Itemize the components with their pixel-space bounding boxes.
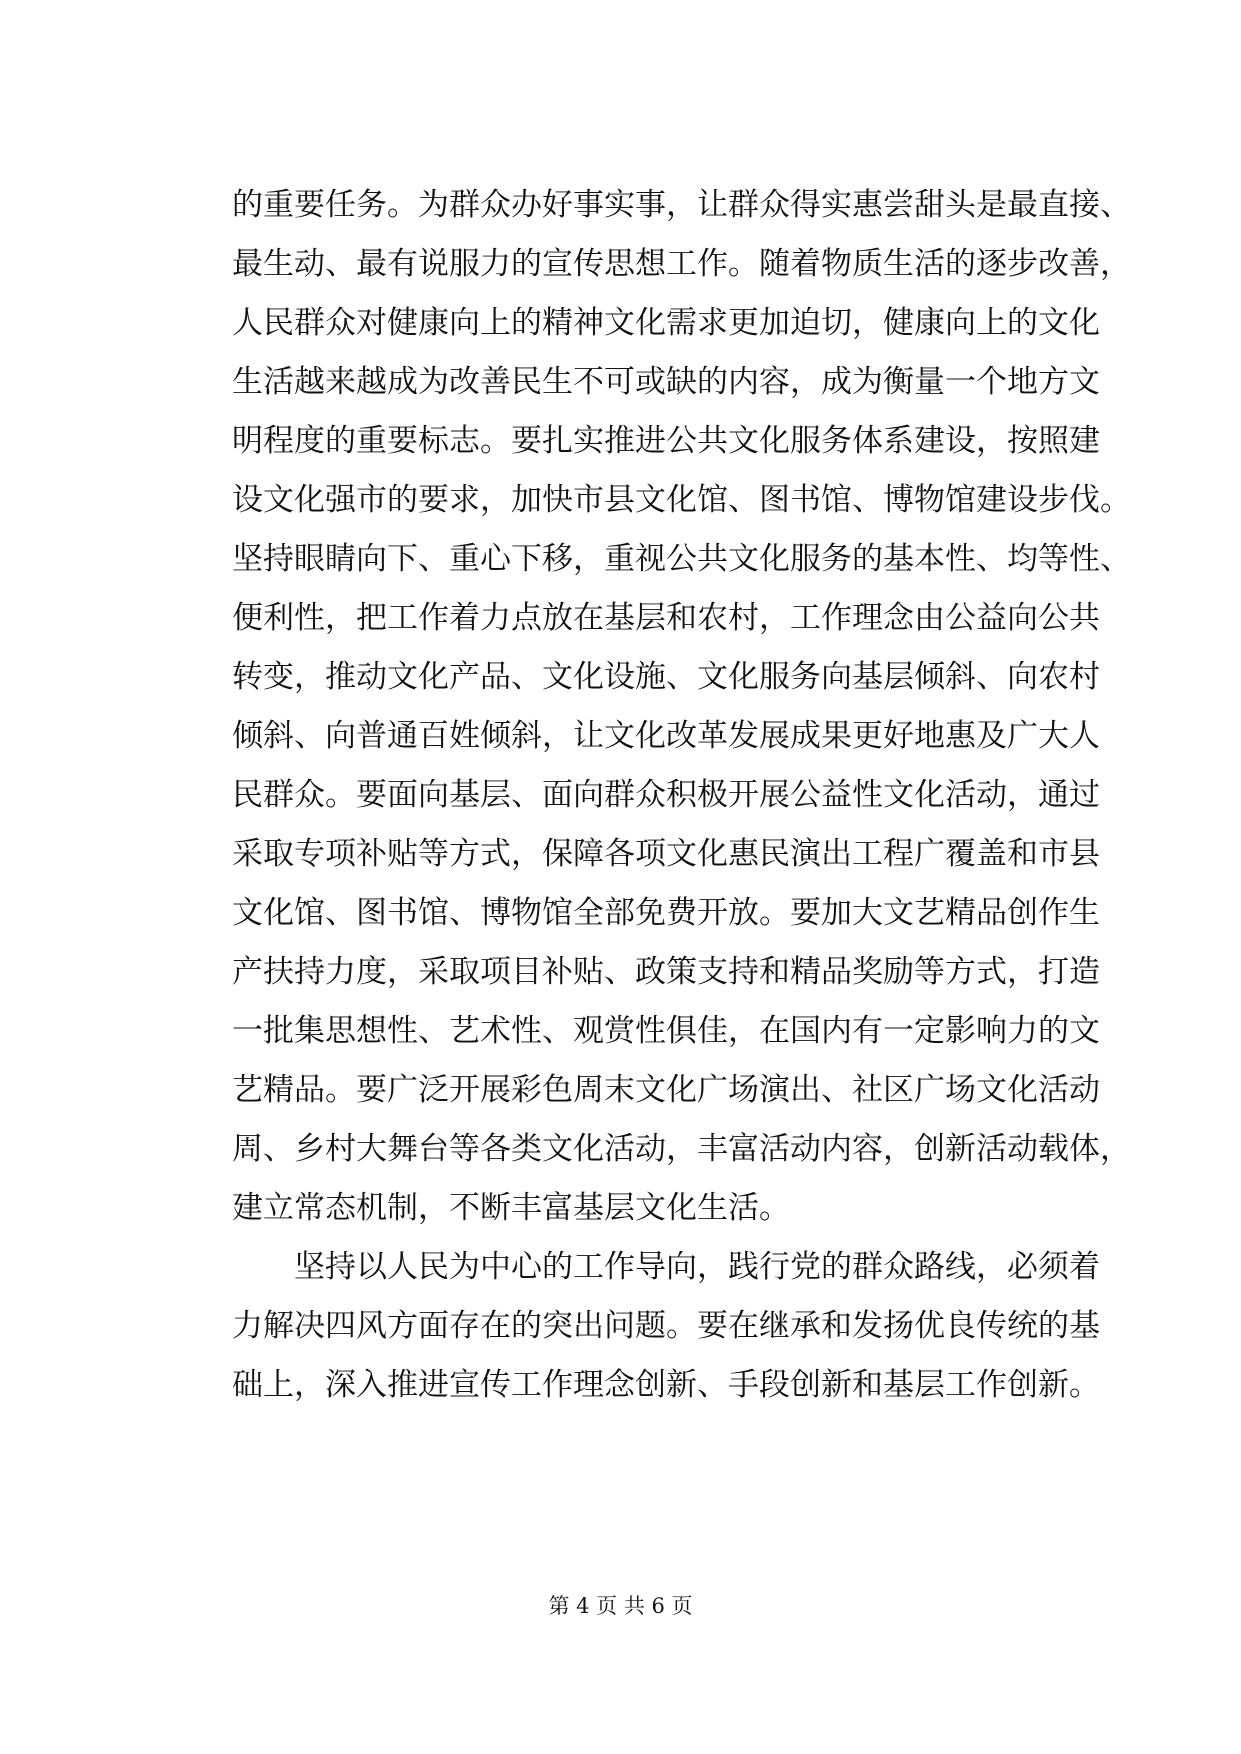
text-line: 倾斜、向普通百姓倾斜，让文化改革发展成果更好地惠及广大人 xyxy=(232,718,1100,754)
paragraph-1 xyxy=(232,176,1131,1238)
text-line: 人民群众对健康向上的精神文化需求更加迫切，健康向上的文化 xyxy=(232,305,1100,341)
body-text xyxy=(232,176,1131,1415)
text-line: 一批集思想性、艺术性、观赏性俱佳，在国内有一定影响力的文 xyxy=(232,1013,1100,1049)
text-line: 坚持以人民为中心的工作导向，践行党的群众路线，必须着 xyxy=(294,1249,1100,1285)
text-line: 生活越来越成为改善民生不可或缺的内容，成为衡量一个地方文 xyxy=(232,364,1100,400)
text-line: 民群众。要面向基层、面向群众积极开展公益性文化活动，通过 xyxy=(232,777,1100,813)
text-line: 转变，推动文化产品、文化设施、文化服务向基层倾斜、向农村 xyxy=(232,659,1100,695)
text-line: 艺精品。要广泛开展彩色周末文化广场演出、社区广场文化活动 xyxy=(232,1072,1100,1108)
text-line: 文化馆、图书馆、博物馆全部免费开放。要加大文艺精品创作生 xyxy=(232,895,1100,931)
text-line: 便利性，把工作着力点放在基层和农村，工作理念由公益向公共 xyxy=(232,600,1100,636)
page-number: 第 4 页 共 6 页 xyxy=(548,1594,693,1618)
text-line: 采取专项补贴等方式，保障各项文化惠民演出工程广覆盖和市县 xyxy=(232,836,1100,872)
text-line: 最生动、最有说服力的宣传思想工作。随着物质生活的逐步改善， xyxy=(232,246,1131,282)
text-line: 周、乡村大舞台等各类文化活动，丰富活动内容，创新活动载体， xyxy=(232,1131,1131,1167)
text-line: 力解决四风方面存在的突出问题。要在继承和发扬优良传统的基 xyxy=(232,1308,1100,1344)
text-line: 建立常态机制，不断丰富基层文化生活。 xyxy=(232,1190,790,1226)
text-line: 设文化强市的要求，加快市县文化馆、图书馆、博物馆建设步伐。 xyxy=(232,482,1131,518)
paragraph-2 xyxy=(232,1238,1100,1415)
text-line: 础上，深入推进宣传工作理念创新、手段创新和基层工作创新。 xyxy=(232,1367,1100,1403)
text-line: 的重要任务。为群众办好事实事，让群众得实惠尝甜头是最直接、 xyxy=(232,187,1131,223)
text-line: 产扶持力度，采取项目补贴、政策支持和精品奖励等方式，打造 xyxy=(232,954,1100,990)
text-line: 坚持眼睛向下、重心下移，重视公共文化服务的基本性、均等性、 xyxy=(232,541,1131,577)
text-line: 明程度的重要标志。要扎实推进公共文化服务体系建设，按照建 xyxy=(232,423,1100,459)
